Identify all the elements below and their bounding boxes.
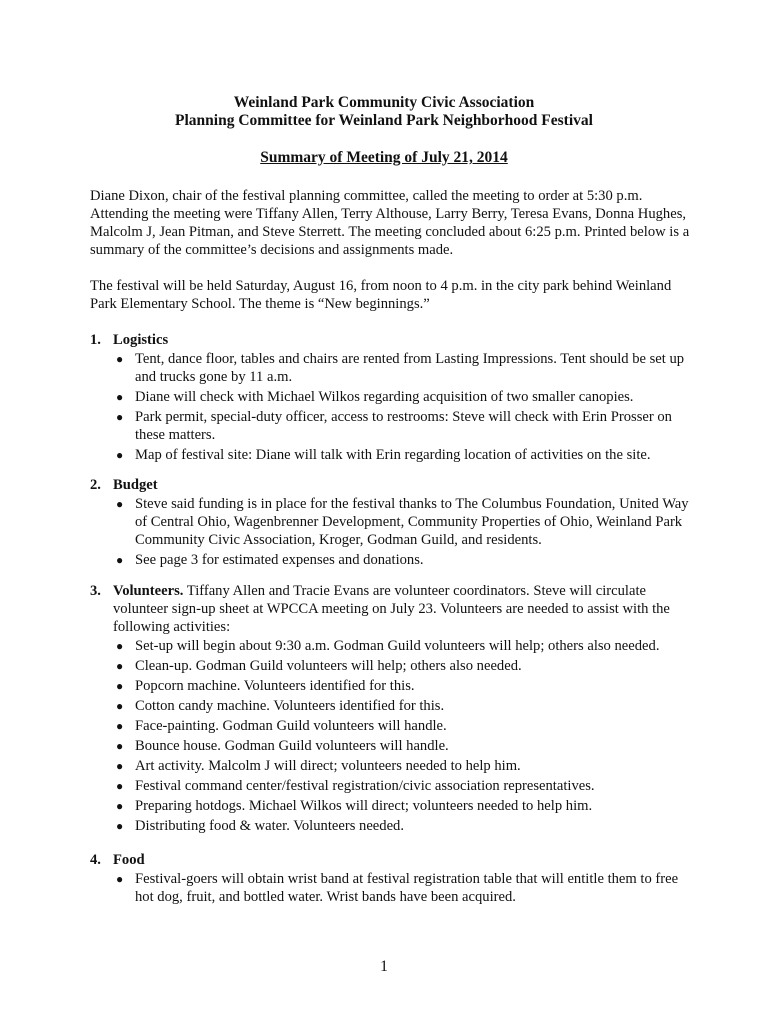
section-number: 4. bbox=[90, 852, 101, 868]
section-number: 2. bbox=[90, 477, 101, 493]
bullet-icon: ● bbox=[116, 719, 124, 733]
summary-title: Summary of Meeting of July 21, 2014 bbox=[260, 149, 508, 166]
section-title: Volunteers. bbox=[113, 583, 184, 599]
section-title: Logistics bbox=[113, 332, 169, 348]
bullet-icon: ● bbox=[116, 759, 124, 773]
section-title: Budget bbox=[113, 477, 158, 493]
bullet-icon: ● bbox=[116, 659, 124, 673]
list-item: ● Map of festival site: Diane will talk with Erin regarding location of activities on the site. bbox=[116, 447, 651, 463]
bullet-icon: ● bbox=[116, 739, 124, 753]
section-number: 3. bbox=[90, 583, 101, 599]
section-logistics bbox=[90, 331, 690, 466]
section-number: 1. bbox=[90, 332, 101, 348]
volunteers-list bbox=[90, 637, 690, 835]
section-title: Food bbox=[113, 852, 145, 868]
bullet-icon: ● bbox=[116, 352, 124, 366]
bullet-icon: ● bbox=[116, 553, 124, 567]
bullet-icon: ● bbox=[116, 410, 124, 424]
bullet-icon: ● bbox=[116, 699, 124, 713]
page-number: 1 bbox=[380, 958, 388, 975]
organization-name: Weinland Park Community Civic Association bbox=[233, 94, 535, 111]
bullet-icon: ● bbox=[116, 639, 124, 653]
bullet-icon: ● bbox=[116, 779, 124, 793]
document-header bbox=[0, 94, 768, 130]
bullet-icon: ● bbox=[116, 390, 124, 404]
section-volunteers bbox=[90, 582, 690, 837]
list-item: ● Clean-up. Godman Guild volunteers will help; others also needed. bbox=[116, 658, 522, 674]
bullet-icon: ● bbox=[116, 872, 124, 886]
festival-paragraph: The festival will be held Saturday, August 16, from noon to 4 p.m. in the city park behind Weinland Park Elementary School. The theme is “New beginnings.” bbox=[90, 278, 672, 312]
list-item: ● Diane will check with Michael Wilkos regarding acquisition of two smaller canopies. bbox=[116, 389, 634, 405]
list-item: ● Steve said funding is in place for the festival thanks to The Columbus Foundation, United Way of Central Ohio, Wagenbrenner Development, Community Properties of Ohio, Weinland Park Community Civic Association, Kroger, Godman Guild, and residents. bbox=[116, 496, 689, 548]
list-item: ● Tent, dance floor, tables and chairs are rented from Lasting Impressions. Tent should be set up and trucks gone by 11 a.m. bbox=[116, 351, 685, 385]
bullet-icon: ● bbox=[116, 497, 124, 511]
list-item: ● Preparing hotdogs. Michael Wilkos will direct; volunteers needed to help him. bbox=[116, 798, 593, 814]
bullet-icon: ● bbox=[116, 679, 124, 693]
food-list bbox=[90, 870, 690, 906]
bullet-icon: ● bbox=[116, 819, 124, 833]
list-item: ● Bounce house. Godman Guild volunteers will handle. bbox=[116, 738, 449, 754]
logistics-list bbox=[90, 350, 690, 464]
committee-name: Planning Committee for Weinland Park Neighborhood Festival bbox=[175, 112, 593, 129]
list-item: ● See page 3 for estimated expenses and donations. bbox=[116, 552, 424, 568]
bullet-icon: ● bbox=[116, 799, 124, 813]
list-item: ● Set-up will begin about 9:30 a.m. Godman Guild volunteers will help; others also needed. bbox=[116, 638, 660, 654]
bullet-icon: ● bbox=[116, 448, 124, 462]
list-item: ● Cotton candy machine. Volunteers identified for this. bbox=[116, 698, 445, 714]
section-text: Tiffany Allen and Tracie Evans are volunteer coordinators. Steve will circulate volunteer sign-up sheet at WPCCA meeting on July 23. Volunteers are needed to assist with the following activities: bbox=[113, 583, 670, 635]
intro-paragraph: Diane Dixon, chair of the festival planning committee, called the meeting to order at 5:30 p.m. Attending the meeting were Tiffany Allen, Terry Althouse, Larry Berry, Teresa Evans, Donna Hughes, Malcolm J, Jean Pitman, and Steve Sterrett. The meeting concluded about 6:25 p.m. Printed below is a summary of the committee’s decisions and assignments made. bbox=[90, 188, 690, 258]
list-item: ● Festival command center/festival registration/civic association representatives. bbox=[116, 778, 595, 794]
budget-list bbox=[90, 495, 690, 569]
list-item: ● Face-painting. Godman Guild volunteers will handle. bbox=[116, 718, 447, 734]
section-food bbox=[90, 851, 690, 908]
list-item: ● Distributing food & water. Volunteers needed. bbox=[116, 818, 404, 834]
list-item: ● Art activity. Malcolm J will direct; volunteers needed to help him. bbox=[116, 758, 521, 774]
list-item: ● Popcorn machine. Volunteers identified for this. bbox=[116, 678, 415, 694]
list-item: ● Park permit, special-duty officer, access to restrooms: Steve will check with Erin Prosser on these matters. bbox=[116, 409, 672, 443]
section-budget bbox=[90, 476, 690, 571]
list-item: ● Festival-goers will obtain wrist band at festival registration table that will entitle them to free hot dog, fruit, and bottled water. Wrist bands have been acquired. bbox=[116, 871, 679, 905]
